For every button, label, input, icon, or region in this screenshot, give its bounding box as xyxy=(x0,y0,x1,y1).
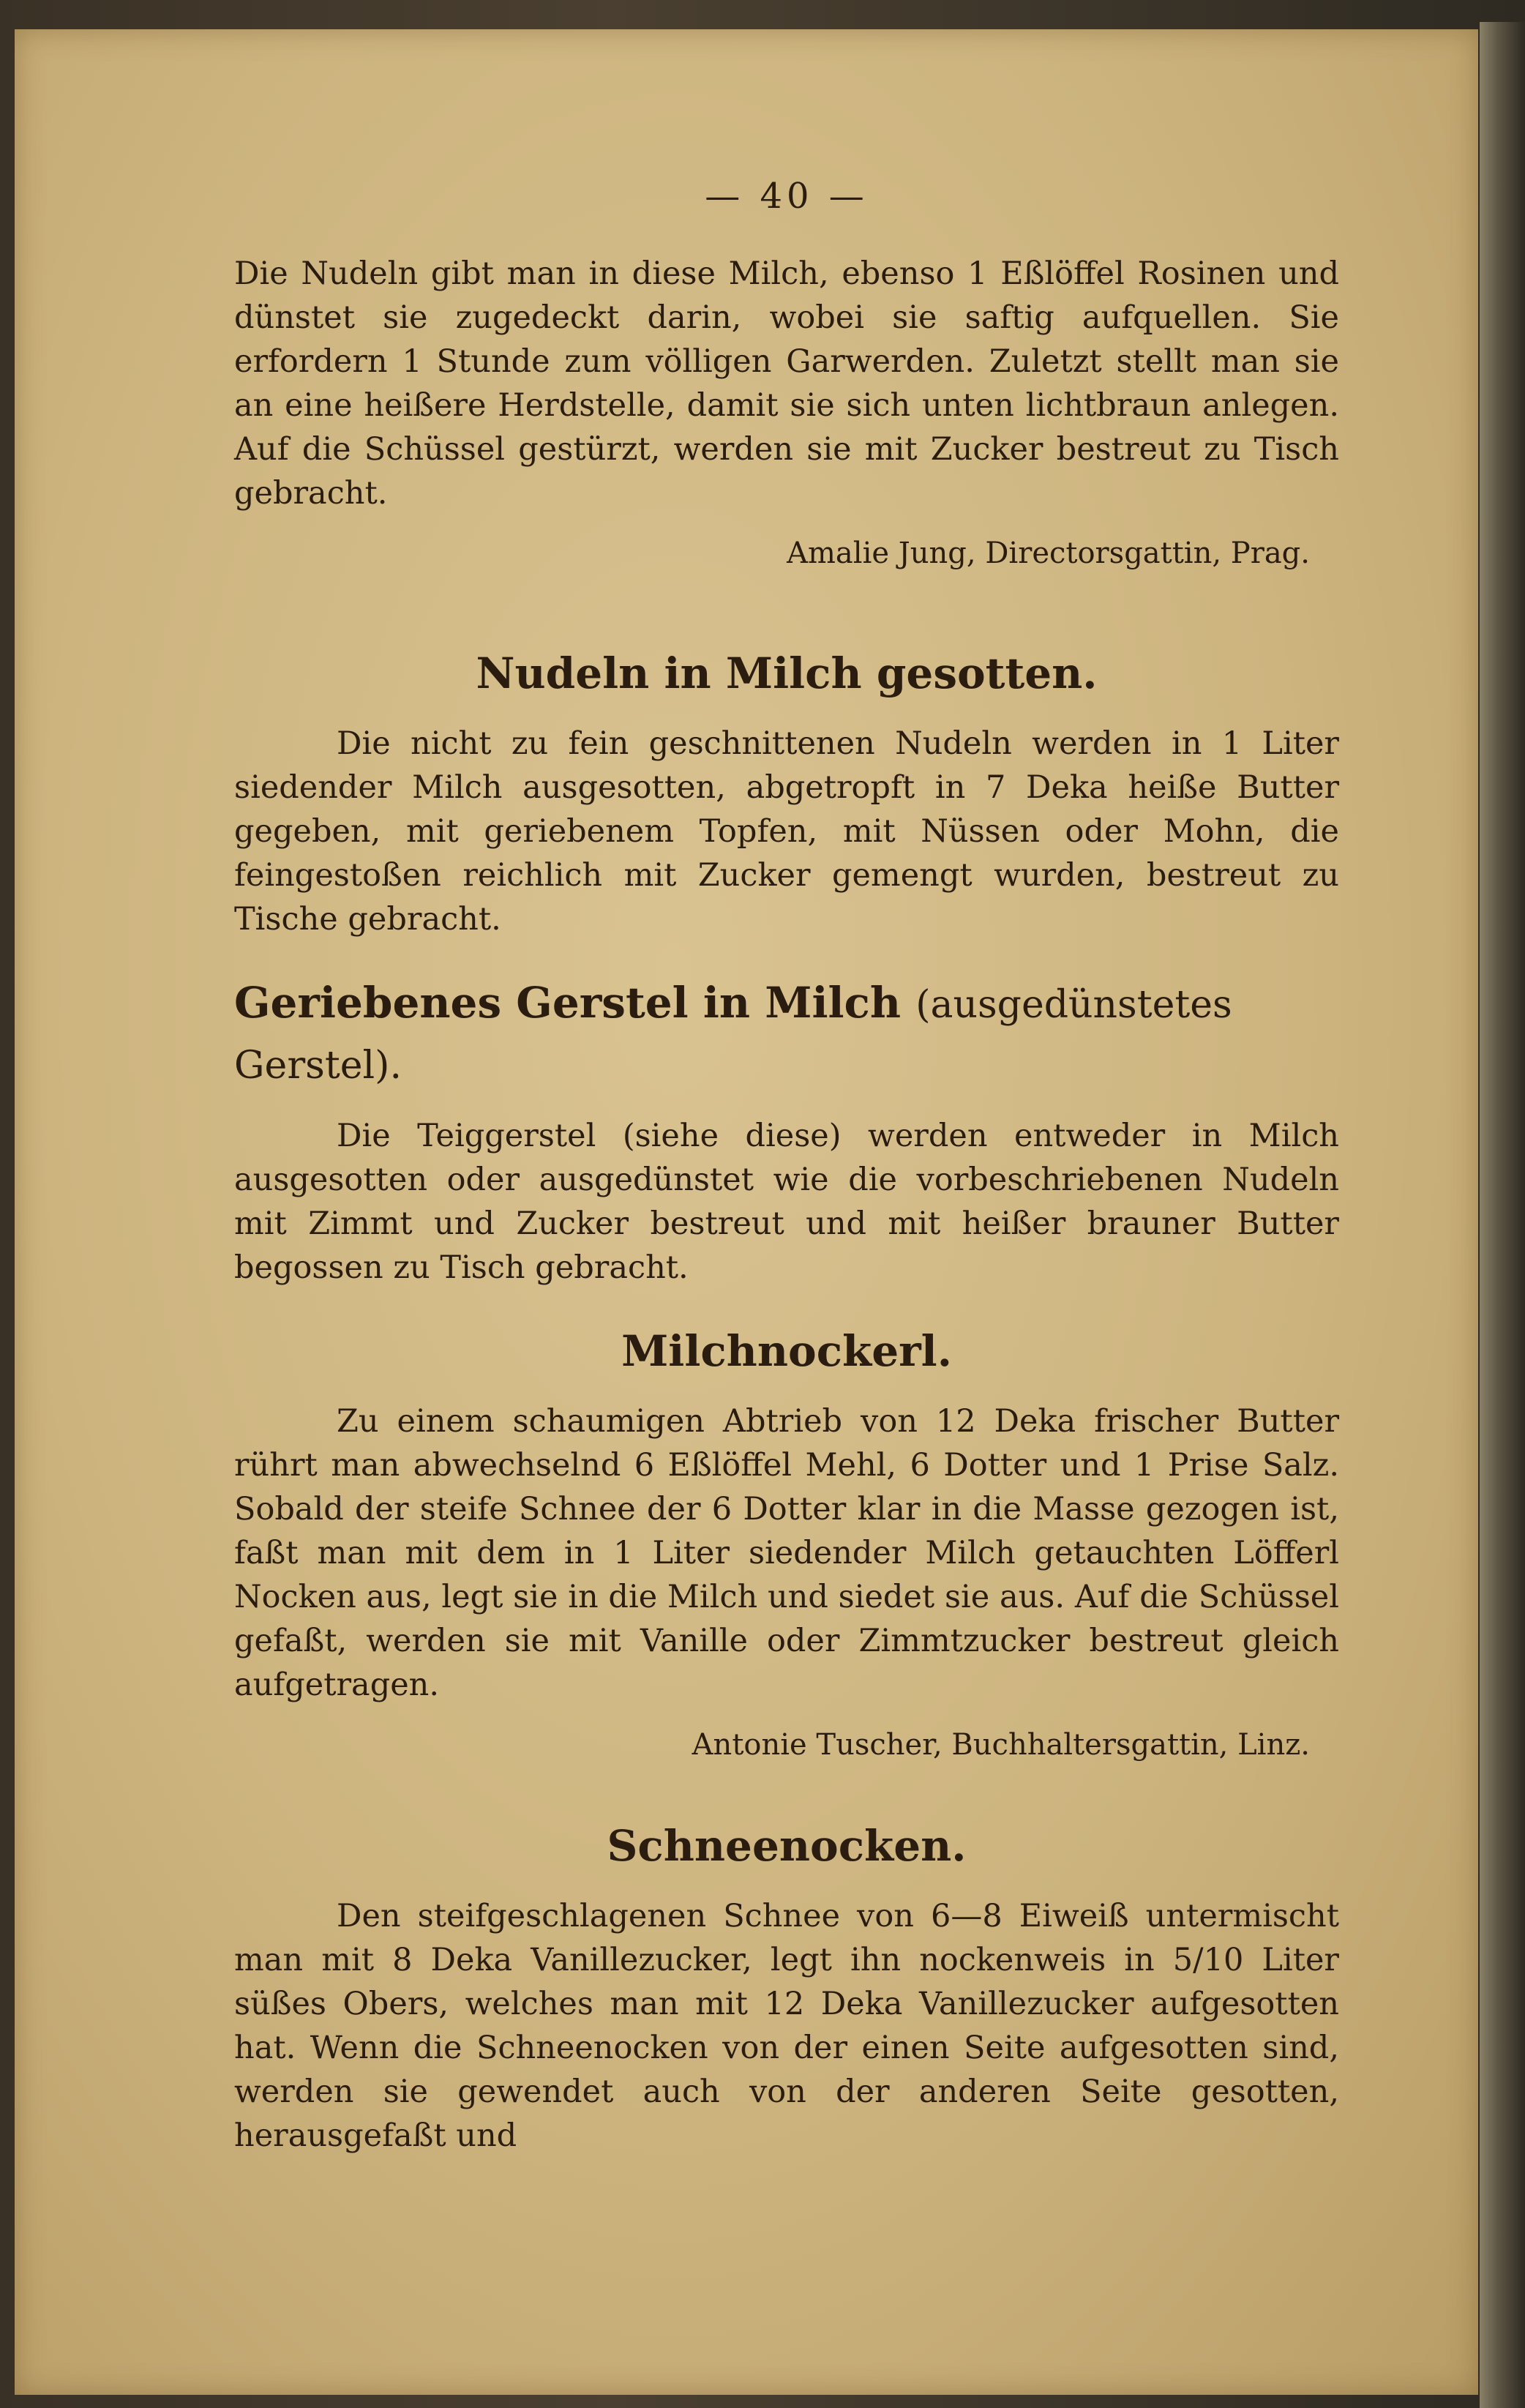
paragraph-continued: Die Nudeln gibt man in diese Milch, ebenso 1 Eßlöffel Rosinen und dünstet sie zugedeckt darin, wobei sie saftig aufquellen. Sie erfordern 1 Stunde zum völligen Garwerden. Zuletzt stellt man sie an eine heißere Herdstelle, damit sie sich unten lichtbraun anlegen. Auf die Schüssel gestürzt, werden sie mit Zucker bestreut zu Tisch gebracht. xyxy=(234,255,1339,512)
signature-author: Antonie Tuscher, Buchhaltersgattin, Linz. xyxy=(692,1728,1310,1762)
recipe-title-geriebenes-gerstel xyxy=(234,973,1339,1095)
recipe-title-nudeln-in-milch: Nudeln in Milch gesotten. xyxy=(476,648,1098,698)
recipe-title-subtitle: (ausgedünstetes Gerstel). xyxy=(234,983,1232,1088)
recipe-title-milchnockerl: Milchnockerl. xyxy=(621,1326,952,1376)
recipe-title-schneenocken: Schneenocken. xyxy=(607,1821,967,1871)
recipe-text-nudeln-in-milch: Die nicht zu fein geschnittenen Nudeln werden in 1 Liter siedender Milch ausgesotten, abgetropft in 7 Deka heiße Butter gegeben, mit geriebenem Topfen, mit Nüssen oder Mohn, die feingestoßen reichlich mit Zucker gemengt wurden, bestreut zu Tische gebracht. xyxy=(234,725,1339,938)
recipe-text-milchnockerl: Zu einem schaumigen Abtrieb von 12 Deka frischer Butter rührt man abwechselnd 6 Eßlöffel Mehl, 6 Dotter und 1 Prise Salz. Sobald der steife Schnee der 6 Dotter klar in die Masse gezogen ist, faßt man mit dem in 1 Liter siedender Milch getauchten Löfferl Nocken aus, legt sie in die Milch und siedet sie aus. Auf die Schüssel gefaßt, werden sie mit Vanille oder Zimmtzucker bestreut gleich aufgetragen. xyxy=(234,1403,1339,1703)
signature-author: Amalie Jung, Directorsgattin, Prag. xyxy=(787,536,1310,570)
page-number: — 40 — xyxy=(705,176,869,217)
recipe-title-main: Geriebenes Gerstel in Milch xyxy=(234,978,902,1028)
recipe-text-schneenocken: Den steifgeschlagenen Schnee von 6—8 Eiweiß untermischt man mit 8 Deka Vanillezucker, legt ihn nockenweis in 5/10 Liter süßes Obers, welches man mit 12 Deka Vanillezucker aufgesotten hat. Wenn die Schneenocken von der einen Seite aufgesotten sind, werden sie gewendet auch von der anderen Seite gesotten, herausgefaßt und xyxy=(234,1898,1339,2154)
recipe-text-geriebenes-gerstel: Die Teiggerstel (siehe diese) werden entweder in Milch ausgesotten oder ausgedünstet wie die vorbeschriebenen Nudeln mit Zimmt und Zucker bestreut und mit heißer brauner Butter begossen zu Tisch gebracht. xyxy=(234,1118,1339,1286)
page-content xyxy=(234,176,1339,2158)
book-spine xyxy=(1480,22,1525,2408)
